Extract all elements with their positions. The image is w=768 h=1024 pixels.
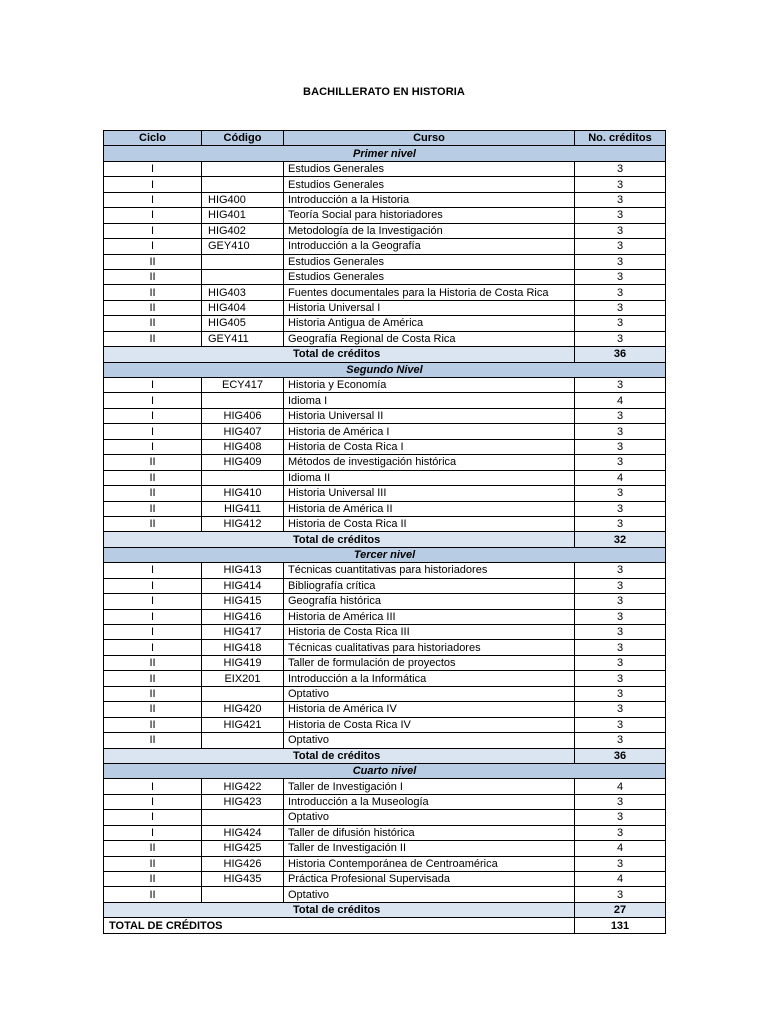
course-row (104, 177, 666, 192)
course-curso: Fuentes documentales para la Historia de Costa Rica (284, 285, 575, 300)
course-ciclo: II (104, 486, 202, 501)
course-ciclo: I (104, 223, 202, 238)
course-curso: Historia Antigua de América (284, 316, 575, 331)
course-codigo: HIG401 (202, 208, 284, 223)
course-ciclo: II (104, 872, 202, 887)
course-codigo: HIG410 (202, 486, 284, 501)
course-codigo: HIG405 (202, 316, 284, 331)
header-curso: Curso (284, 131, 575, 146)
course-curso: Geografía histórica (284, 594, 575, 609)
course-codigo: GEY411 (202, 331, 284, 346)
course-row (104, 779, 666, 794)
course-curso: Geografía Regional de Costa Rica (284, 331, 575, 346)
course-curso: Taller de Investigación I (284, 779, 575, 794)
course-row (104, 563, 666, 578)
course-curso: Historia y Economía (284, 378, 575, 393)
level-total-value: 36 (575, 347, 666, 362)
course-curso: Estudios Generales (284, 161, 575, 176)
course-curso: Métodos de investigación histórica (284, 455, 575, 470)
level-heading-row (104, 362, 666, 377)
course-creditos: 3 (575, 486, 666, 501)
level-heading-row (104, 547, 666, 562)
course-row (104, 254, 666, 269)
course-row (104, 578, 666, 593)
level-total-value: 36 (575, 748, 666, 763)
course-curso: Taller de difusión histórica (284, 825, 575, 840)
course-row (104, 378, 666, 393)
level-name: Primer nivel (104, 146, 666, 161)
course-codigo: HIG420 (202, 702, 284, 717)
level-total-row (104, 532, 666, 547)
level-total-value: 32 (575, 532, 666, 547)
course-curso: Historia de América IV (284, 702, 575, 717)
grand-total-label: TOTAL DE CRÉDITOS (104, 918, 575, 933)
course-curso: Idioma I (284, 393, 575, 408)
course-creditos: 3 (575, 625, 666, 640)
level-name: Tercer nivel (104, 547, 666, 562)
course-codigo: HIG400 (202, 192, 284, 207)
course-ciclo: II (104, 254, 202, 269)
course-curso: Historia Universal III (284, 486, 575, 501)
course-ciclo: II (104, 887, 202, 902)
course-creditos: 4 (575, 470, 666, 485)
course-ciclo: I (104, 378, 202, 393)
course-row (104, 470, 666, 485)
grand-total-value: 131 (575, 918, 666, 933)
course-curso: Optativo (284, 887, 575, 902)
course-ciclo: II (104, 702, 202, 717)
course-row (104, 887, 666, 902)
course-creditos: 3 (575, 887, 666, 902)
course-ciclo: II (104, 455, 202, 470)
course-codigo: HIG424 (202, 825, 284, 840)
course-codigo: HIG407 (202, 424, 284, 439)
course-codigo (202, 470, 284, 485)
course-codigo: HIG422 (202, 779, 284, 794)
course-row (104, 239, 666, 254)
course-creditos: 3 (575, 223, 666, 238)
grand-total-row (104, 918, 666, 933)
course-codigo: GEY410 (202, 239, 284, 254)
course-ciclo: I (104, 208, 202, 223)
level-total-label: Total de créditos (104, 748, 575, 763)
level-heading-row (104, 146, 666, 161)
course-codigo (202, 686, 284, 701)
course-curso: Historia de América I (284, 424, 575, 439)
course-codigo: HIG415 (202, 594, 284, 609)
course-codigo (202, 393, 284, 408)
course-row (104, 208, 666, 223)
course-creditos: 3 (575, 578, 666, 593)
course-row (104, 408, 666, 423)
course-row (104, 486, 666, 501)
course-curso: Estudios Generales (284, 177, 575, 192)
course-ciclo: II (104, 331, 202, 346)
course-codigo (202, 733, 284, 748)
course-ciclo: II (104, 856, 202, 871)
course-creditos: 4 (575, 872, 666, 887)
course-creditos: 3 (575, 424, 666, 439)
course-codigo (202, 810, 284, 825)
course-row (104, 655, 666, 670)
course-row (104, 872, 666, 887)
course-ciclo: II (104, 655, 202, 670)
course-row (104, 300, 666, 315)
course-creditos: 4 (575, 841, 666, 856)
course-curso: Taller de formulación de proyectos (284, 655, 575, 670)
course-ciclo: I (104, 161, 202, 176)
course-codigo (202, 269, 284, 284)
course-row (104, 733, 666, 748)
course-row (104, 269, 666, 284)
course-row (104, 285, 666, 300)
course-creditos: 3 (575, 702, 666, 717)
course-curso: Taller de Investigación II (284, 841, 575, 856)
course-creditos: 3 (575, 640, 666, 655)
course-codigo: HIG409 (202, 455, 284, 470)
level-total-row (104, 748, 666, 763)
course-creditos: 3 (575, 717, 666, 732)
course-curso: Historia Universal I (284, 300, 575, 315)
course-ciclo: I (104, 563, 202, 578)
course-ciclo: II (104, 516, 202, 531)
course-codigo: HIG425 (202, 841, 284, 856)
course-ciclo: I (104, 439, 202, 454)
course-curso: Optativo (284, 733, 575, 748)
course-creditos: 3 (575, 300, 666, 315)
course-creditos: 3 (575, 655, 666, 670)
course-creditos: 3 (575, 439, 666, 454)
course-curso: Introducción a la Geografía (284, 239, 575, 254)
course-codigo: HIG418 (202, 640, 284, 655)
course-creditos: 3 (575, 254, 666, 269)
course-ciclo: I (104, 177, 202, 192)
course-ciclo: I (104, 810, 202, 825)
course-row (104, 856, 666, 871)
course-codigo: HIG426 (202, 856, 284, 871)
course-creditos: 3 (575, 594, 666, 609)
level-name: Cuarto nivel (104, 763, 666, 778)
level-heading-row (104, 763, 666, 778)
course-curso: Historia de Costa Rica II (284, 516, 575, 531)
course-creditos: 3 (575, 609, 666, 624)
course-ciclo: I (104, 192, 202, 207)
level-total-label: Total de créditos (104, 532, 575, 547)
course-row (104, 424, 666, 439)
course-creditos: 3 (575, 501, 666, 516)
course-ciclo: II (104, 671, 202, 686)
course-ciclo: II (104, 269, 202, 284)
course-creditos: 3 (575, 177, 666, 192)
course-row (104, 455, 666, 470)
course-curso: Historia de América III (284, 609, 575, 624)
course-codigo: HIG417 (202, 625, 284, 640)
course-ciclo: I (104, 640, 202, 655)
course-curso: Estudios Generales (284, 254, 575, 269)
course-curso: Historia Contemporánea de Centroamérica (284, 856, 575, 871)
course-ciclo: I (104, 594, 202, 609)
course-creditos: 3 (575, 269, 666, 284)
course-ciclo: I (104, 779, 202, 794)
course-ciclo: II (104, 285, 202, 300)
course-codigo: HIG423 (202, 794, 284, 809)
course-row (104, 594, 666, 609)
course-codigo (202, 254, 284, 269)
course-ciclo: II (104, 300, 202, 315)
course-curso: Historia de América II (284, 501, 575, 516)
course-row (104, 671, 666, 686)
course-row (104, 702, 666, 717)
course-codigo: HIG419 (202, 655, 284, 670)
course-codigo: HIG435 (202, 872, 284, 887)
course-ciclo: I (104, 578, 202, 593)
course-row (104, 717, 666, 732)
course-row (104, 223, 666, 238)
course-creditos: 3 (575, 563, 666, 578)
course-row (104, 161, 666, 176)
course-curso: Historia Universal II (284, 408, 575, 423)
course-curso: Historia de Costa Rica III (284, 625, 575, 640)
course-curso: Introducción a la Museología (284, 794, 575, 809)
course-creditos: 3 (575, 686, 666, 701)
table-header-row (104, 131, 666, 146)
course-creditos: 3 (575, 794, 666, 809)
course-curso: Idioma II (284, 470, 575, 485)
header-creditos: No. créditos (575, 131, 666, 146)
course-creditos: 3 (575, 378, 666, 393)
course-row (104, 686, 666, 701)
course-curso: Práctica Profesional Supervisada (284, 872, 575, 887)
course-codigo: HIG404 (202, 300, 284, 315)
course-row (104, 640, 666, 655)
course-row (104, 331, 666, 346)
course-codigo: HIG402 (202, 223, 284, 238)
course-curso: Metodología de la Investigación (284, 223, 575, 238)
course-row (104, 439, 666, 454)
course-codigo: HIG416 (202, 609, 284, 624)
course-ciclo: II (104, 717, 202, 732)
course-curso: Introducción a la Historia (284, 192, 575, 207)
course-codigo: HIG408 (202, 439, 284, 454)
course-ciclo: I (104, 239, 202, 254)
course-ciclo: I (104, 794, 202, 809)
course-creditos: 3 (575, 408, 666, 423)
document-title: BACHILLERATO EN HISTORIA (303, 86, 465, 98)
course-creditos: 3 (575, 192, 666, 207)
course-creditos: 3 (575, 208, 666, 223)
table-body (104, 146, 666, 933)
course-creditos: 3 (575, 331, 666, 346)
course-ciclo: II (104, 470, 202, 485)
course-creditos: 3 (575, 671, 666, 686)
course-row (104, 501, 666, 516)
course-creditos: 4 (575, 393, 666, 408)
level-total-row (104, 902, 666, 917)
course-codigo: HIG406 (202, 408, 284, 423)
course-curso: Técnicas cualitativas para historiadores (284, 640, 575, 655)
course-codigo: HIG413 (202, 563, 284, 578)
course-row (104, 516, 666, 531)
course-codigo (202, 887, 284, 902)
course-creditos: 3 (575, 810, 666, 825)
course-creditos: 3 (575, 161, 666, 176)
course-ciclo: II (104, 686, 202, 701)
course-curso: Introducción a la Informática (284, 671, 575, 686)
level-total-value: 27 (575, 902, 666, 917)
course-ciclo: I (104, 825, 202, 840)
course-codigo (202, 177, 284, 192)
course-ciclo: II (104, 733, 202, 748)
course-codigo: HIG411 (202, 501, 284, 516)
course-curso: Teoría Social para historiadores (284, 208, 575, 223)
course-creditos: 3 (575, 316, 666, 331)
course-row (104, 810, 666, 825)
course-creditos: 3 (575, 455, 666, 470)
course-ciclo: I (104, 625, 202, 640)
course-row (104, 841, 666, 856)
course-ciclo: II (104, 501, 202, 516)
course-codigo: HIG412 (202, 516, 284, 531)
course-ciclo: I (104, 424, 202, 439)
header-codigo: Código (202, 131, 284, 146)
level-total-label: Total de créditos (104, 347, 575, 362)
course-ciclo: I (104, 408, 202, 423)
course-codigo: HIG403 (202, 285, 284, 300)
course-ciclo: I (104, 609, 202, 624)
course-ciclo: II (104, 841, 202, 856)
course-row (104, 192, 666, 207)
course-creditos: 3 (575, 856, 666, 871)
course-row (104, 794, 666, 809)
course-curso: Historia de Costa Rica I (284, 439, 575, 454)
course-curso: Técnicas cuantitativas para historiadores (284, 563, 575, 578)
course-curso: Optativo (284, 686, 575, 701)
header-ciclo: Ciclo (104, 131, 202, 146)
course-row (104, 316, 666, 331)
course-creditos: 3 (575, 733, 666, 748)
course-row (104, 609, 666, 624)
curriculum-table (103, 130, 666, 934)
course-creditos: 3 (575, 239, 666, 254)
course-curso: Estudios Generales (284, 269, 575, 284)
course-codigo: ECY417 (202, 378, 284, 393)
course-codigo: HIG414 (202, 578, 284, 593)
course-creditos: 4 (575, 779, 666, 794)
level-total-label: Total de créditos (104, 902, 575, 917)
course-row (104, 393, 666, 408)
course-creditos: 3 (575, 285, 666, 300)
course-ciclo: I (104, 393, 202, 408)
course-ciclo: II (104, 316, 202, 331)
course-codigo: HIG421 (202, 717, 284, 732)
course-curso: Optativo (284, 810, 575, 825)
course-codigo (202, 161, 284, 176)
course-creditos: 3 (575, 825, 666, 840)
course-curso: Historia de Costa Rica IV (284, 717, 575, 732)
level-name: Segundo Nivel (104, 362, 666, 377)
course-codigo: EIX201 (202, 671, 284, 686)
level-total-row (104, 347, 666, 362)
course-row (104, 625, 666, 640)
course-curso: Bibliografía crítica (284, 578, 575, 593)
course-creditos: 3 (575, 516, 666, 531)
course-row (104, 825, 666, 840)
